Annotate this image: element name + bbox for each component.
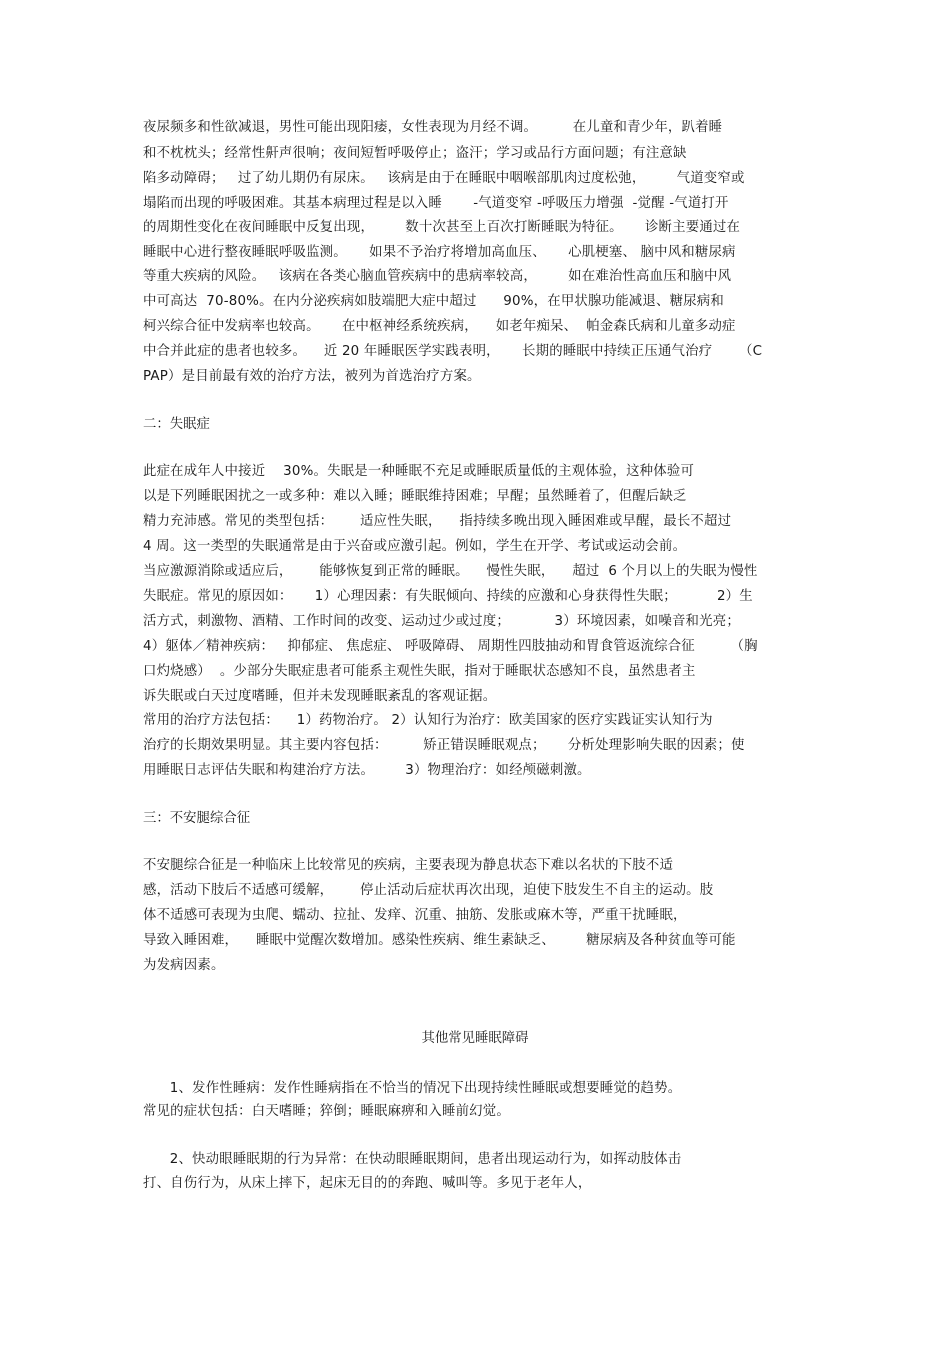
paragraph-line: 当应激源消除或适应后， 能够恢复到正常的睡眠。 慢性失眠， 超过 6 个月以上的失眠为慢性 — [143, 564, 758, 579]
paragraph-line: 打、自伤行为，从床上摔下，起床无目的的奔跑、喊叫等。多见于老年人， — [143, 1176, 592, 1191]
paragraph-line: 常用的治疗方法包括： 1）药物治疗。 2）认知行为治疗：欧美国家的医疗实践证实认知行为 — [143, 713, 713, 728]
paragraph-line: 和不枕枕头；经常性鼾声很响；夜间短暂呼吸停止；盗汗；学习或品行方面问题；有注意缺 — [143, 146, 687, 161]
paragraph-line: 的周期性变化在夜间睡眠中反复出现， 数十次甚至上百次打断睡眠为特征。 诊断主要通过在 — [143, 220, 741, 235]
paragraph-line: 柯兴综合征中发病率也较高。 在中枢神经系统疾病， 如老年痴呆、 帕金森氏病和儿童多动症 — [143, 319, 736, 334]
paragraph-line: 此症在成年人中接近 30%。失眠是一种睡眠不充足或睡眠质量低的主观体验，这种体验可 — [143, 464, 695, 479]
paragraph-line: 为发病因素。 — [143, 958, 225, 973]
paragraph-line: 不安腿综合征是一种临床上比较常见的疾病，主要表现为静息状态下难以名状的下肢不适 — [143, 858, 674, 873]
paragraph-line: 睡眠中心进行整夜睡眠呼吸监测。 如果不予治疗将增加高血压、 心肌梗塞、 脑中风和糖尿病 — [143, 245, 736, 260]
paragraph-line: 治疗的长期效果明显。其主要内容包括： 矫正错误睡眠观点； 分析处理影响失眠的因素；使 — [143, 738, 745, 753]
section-title-other-disorders: 其他常见睡眠障碍 — [421, 1031, 529, 1046]
paragraph-line: 活方式，刺激物、酒精、工作时间的改变、运动过少或过度； 3）环境因素，如噪音和光亮； — [143, 614, 740, 629]
paragraph-line: 4 周。这一类型的失眠通常是由于兴奋或应激引起。例如，学生在开学、考试或运动会前。 — [143, 539, 687, 554]
paragraph-line: 失眠症。常见的原因如： 1）心理因素：有失眠倾向、持续的应激和心身获得性失眠； 2）生 — [143, 589, 753, 604]
paragraph-line: 4）躯体／精神疾病： 抑郁症、 焦虑症、 呼吸障碍、 周期性四肢抽动和胃食管返流综合征 （胸 — [143, 639, 758, 654]
paragraph-line: 等重大疾病的风险。 该病在各类心脑血管疾病中的患病率较高， 如在难治性高血压和脑中风 — [143, 269, 732, 284]
section-heading-restless-legs: 三：不安腿综合征 — [143, 811, 251, 826]
paragraph-line: 以是下列睡眠困扰之一或多种：难以入睡；睡眠维持困难；早醒；虽然睡着了，但醒后缺乏 — [143, 489, 687, 504]
paragraph-line: 诉失眠或白天过度嗜睡，但并未发现睡眠紊乱的客观证据。 — [143, 689, 497, 704]
paragraph-line: 中可高达 70-80%。在内分泌疾病如肢端肥大症中超过 90%，在甲状腺功能减退、糖尿病和 — [143, 294, 724, 309]
paragraph-line: 导致入睡困难， 睡眠中觉醒次数增加。感染性疾病、维生素缺乏、 糖尿病及各种贫血等可能 — [143, 933, 736, 948]
paragraph-line: 塌陷而出现的呼吸困难。其基本病理过程是以入睡 -气道变窄 -呼吸压力增强 -觉醒 -气道打开 — [143, 196, 729, 211]
paragraph-line: 陷多动障碍； 过了幼儿期仍有尿床。 该病是由于在睡眠中咽喉部肌肉过度松弛， 气道变窄或 — [143, 171, 745, 186]
paragraph-line: 常见的症状包括：白天嗜睡；猝倒；睡眠麻痹和入睡前幻觉。 — [143, 1104, 510, 1119]
paragraph-line: 感，活动下肢后不适感可缓解， 停止活动后症状再次出现，迫使下肢发生不自主的运动。肢 — [143, 883, 714, 898]
paragraph-line: PAP）是目前最有效的治疗方法，被列为首选治疗方案。 — [143, 369, 481, 384]
paragraph-line: 口灼烧感） 。少部分失眠症患者可能系主观性失眠，指对于睡眠状态感知不良，虽然患者主 — [143, 664, 696, 679]
paragraph-line: 中合并此症的患者也较多。 近 20 年睡眠医学实践表明， 长期的睡眠中持续正压通气治疗 （C — [143, 344, 763, 359]
paragraph-line: 夜尿频多和性欲减退，男性可能出现阳痿，女性表现为月经不调。 在儿童和青少年，趴着睡 — [143, 120, 723, 135]
paragraph-line: 1、发作性睡病：发作性睡病指在不恰当的情况下出现持续性睡眠或想要睡觉的趋势。 — [143, 1081, 682, 1096]
paragraph-line: 2、快动眼睡眠期的行为异常：在快动眼睡眠期间，患者出现运动行为，如挥动肢体击 — [143, 1152, 682, 1167]
section-heading-insomnia: 二：失眠症 — [143, 417, 210, 432]
paragraph-line: 体不适感可表现为虫爬、蠕动、拉扯、发痒、沉重、抽筋、发胀或麻木等，严重干扰睡眠， — [143, 908, 687, 923]
paragraph-line: 精力充沛感。常见的类型包括： 适应性失眠， 指持续多晚出现入睡困难或早醒，最长不超过 — [143, 514, 732, 529]
paragraph-line: 用睡眠日志评估失眠和构建治疗方法。 3）物理治疗：如经颅磁刺激。 — [143, 763, 591, 778]
